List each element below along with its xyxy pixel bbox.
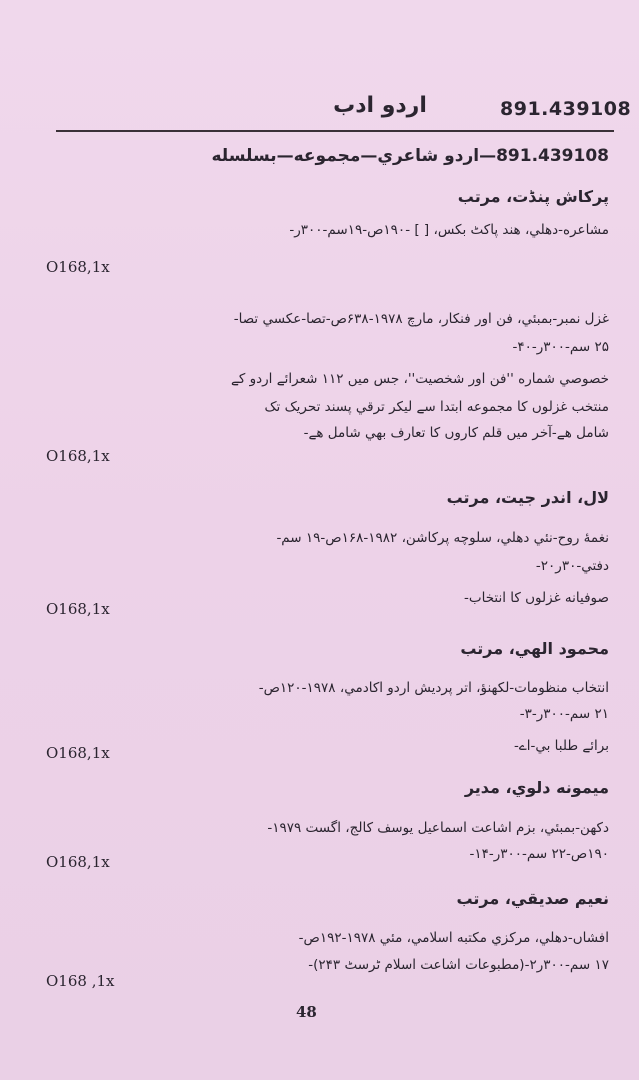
entry-line: نغمهٔ روح-نئي دهلي، سلوچه پرکاشن، ۱۹۸۲-۱۶۸ص-۱۹ سم-: [276, 530, 609, 546]
entry-line: ۱۹۰ص-۲۲ سم-۳۰۰ر-۱۴-: [469, 846, 609, 862]
call-number: O168,1x: [46, 853, 110, 871]
header-rule: [56, 130, 614, 132]
entry-line: انتخاب منظومات-لکهنؤ، اتر پرديش اردو اکادمي، ۱۹۷۸-۱۲۰ص-: [258, 680, 609, 696]
entry-note: منتخب غزلوں کا مجموعه ابتدا سے ليکر ترقي پسند تحريک تک: [264, 399, 609, 415]
entry-author: پرکاش پنڈت، مرتب: [457, 187, 609, 206]
subject-heading: 891.439108—اردو شاعري—مجموعه—بسلسله: [211, 146, 609, 166]
entry-line: ۲۱ سم-۳۰۰ر-۳-: [519, 706, 609, 722]
entry-note: شامل هے-آخر ميں قلم کاروں کا تعارف بهي شامل هے-: [303, 425, 609, 441]
entry-author: ميمونه دلوي، مدير: [464, 778, 609, 797]
entry-line: ۲۵ سم-۳۰۰ر-۴۰-: [512, 339, 609, 355]
call-number: O168,1x: [46, 744, 110, 762]
entry-line: مشاعره-دهلي، هند پاکٹ بکس، [ ] -۱۹۰ص-۱۹سم-۳۰۰ر-: [289, 222, 609, 238]
call-number: O168,1x: [46, 600, 110, 618]
header-title: اردو ادب: [333, 93, 427, 118]
page-number: 48: [296, 1003, 317, 1021]
entry-author: نعيم صديقي، مرتب: [456, 889, 609, 908]
call-number: O168,1x: [46, 447, 110, 465]
entry-note: خصوصي شماره ''فن اور شخصيت''، جس ميں ۱۱۲ شعرائے اردو کے: [231, 371, 609, 387]
entry-line: دفتي-۳۰ر۲۰-: [535, 558, 609, 574]
entry-note: برائے طلبا بي-اے-: [513, 738, 609, 754]
entry-line: ۱۷ سم-۳۰۰ر۲-(مطبوعات اشاعت اسلام ٹرسٹ ۲۴۳)-: [308, 957, 609, 973]
call-number: O168 ,1x: [46, 972, 115, 990]
entry-line: افشاں-دهلي، مرکزي مکتبه اسلامي، مئي ۱۹۷۸-۱۹۲ص-: [298, 930, 609, 946]
header-class-number: 891.439108: [500, 98, 632, 120]
entry-line: دکهن-بمبئي، بزم اشاعت اسماعيل يوسف کالج، اگست ۱۹۷۹-: [267, 820, 609, 836]
entry-author: لال، اندر جيت، مرتب: [446, 488, 609, 507]
entry-note: صوفيانه غزلوں کا انتخاب-: [464, 590, 609, 606]
entry-line: غزل نمبر-بمبئي، فن اور فنکار، مارچ ۱۹۷۸-۶۳۸ص-تصا-عکسي تصا-: [233, 311, 609, 327]
entry-author: محمود الهي، مرتب: [460, 639, 609, 658]
call-number: O168,1x: [46, 258, 110, 276]
